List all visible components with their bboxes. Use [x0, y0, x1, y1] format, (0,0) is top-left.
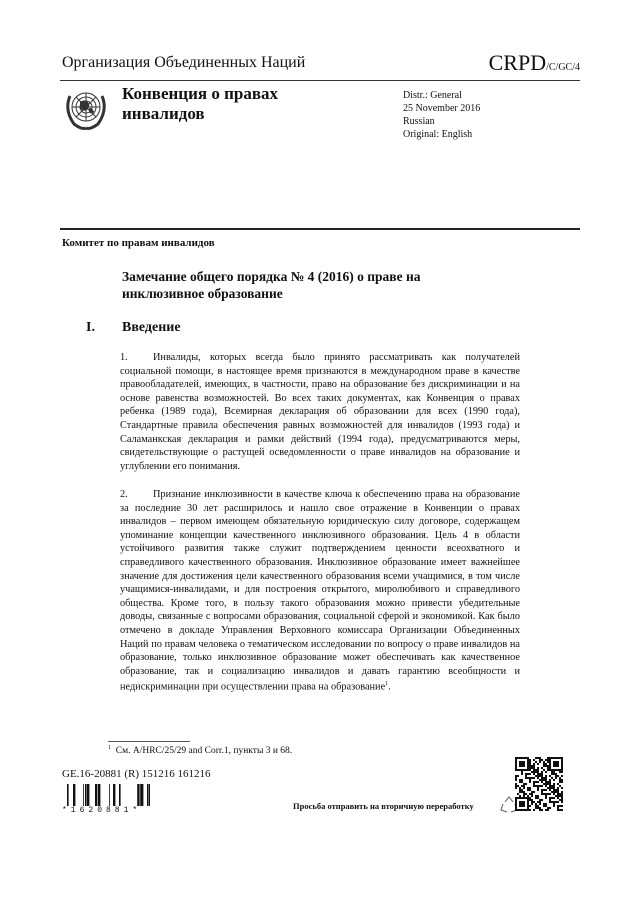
paragraph-number: 1.	[120, 352, 128, 363]
symbol-suffix: /C/GC/4	[546, 62, 580, 73]
qr-code-icon	[515, 757, 563, 811]
paragraph-text: Инвалиды, которых всегда было принято рассматривать как получателей социальной помощи, в настоящее время признаются в международном праве в качестве правообладателей, имеющих, в частности, право на образование без дискриминации и на основе равенства возможностей. Во всех таких документах, как Конвенция о правах ребенка (1989 года), Всемирная декларация об образовании для всех (1990 года), Стандартные правила обеспечения равных возможностей для инвалидов (1993 года) и Саламанкская декларация и рамки действий (1994 года), предусматриваются меры, свидетельствующие о растущей осведомленности о праве инвалидов на образование и углублении его понимания.	[120, 352, 520, 472]
paragraph-2: 2. Признание инклюзивности в качестве ключа к обеспечению права на образование за последние 30 лет расширилось и нашло свое отражение в Конвенции о правах инвалидов – первом имеющем обязательную юридическую силу договоре, содержащем упоминание концепции качественного инклюзивного образования. Цель 4 в области устойчивого развития также служит подтверждением ценности всеохватного и справедливого качественного образования. Инклюзивное образование имеет важнейшее значение для достижения цели качественного образования всеми учащимися, в том числе учащимися-инвалидами, и для построения открытого, миролюбивого и справедливого общества. Кроме того, в пользу такого образования можно привести убедительные доводы, связанные с вопросами образования, социальной сферой и экономикой. Как было отмечено в докладе Управления Верховного комиссара Организации Объединенных Наций по правам человека о тематическом исследовании по вопросу о праве инвалидов на образование, только инклюзивное образование может обеспечивать как качественное образование, так и социализацию инвалидов и давать гарантию всеобщности и недискриминации при осуществлении права на образование$^1$.	[120, 489, 520, 693]
paragraph-number: 2.	[120, 489, 128, 500]
footnote-number: 1	[108, 745, 111, 751]
document-symbol	[489, 50, 580, 76]
distribution-line: Distr.: General	[403, 90, 462, 101]
un-emblem-icon	[62, 84, 110, 132]
organization-name: Организация Объединенных Наций	[62, 54, 306, 71]
footnote	[108, 745, 292, 756]
header-rule	[60, 80, 580, 81]
recycle-notice: Просьба отправить на вторичную переработку	[293, 801, 474, 811]
original-language-line: Original: English	[403, 129, 473, 140]
paragraph-text: Признание инклюзивности в качестве ключа к обеспечению права на образование за последние 30 лет расширилось и нашло свое отражение в Конвенции о правах инвалидов – первом имеющем обязательную юридическую силу договоре, содержащем упоминание концепции качественного инклюзивного образования. Цель 4 в области устойчивого развития также служит подтверждением ценности всеохватного и справедливого качественного образования. Инклюзивное образование имеет важнейшее значение для достижения цели качественного образования всеми учащимися, в том числе учащимися-инвалидами, и для построения открытого, миролюбивого и справедливого общества. Кроме того, в пользу такого образования можно привести убедительные доводы, связанные с вопросами образования, социальной сферой и экономикой. Как было отмечено в докладе Управления Верховного комиссара Организации Объединенных Наций по правам человека о тематическом исследовании по вопросу о праве инвалидов на образование, только инклюзивное образование может обеспечивать как качественное образование, так и социализацию инвалидов и давать гарантию всеобщности и недискриминации при осуществлении права на образование	[120, 489, 520, 693]
footnote-text: См. A/HRC/25/29 and Corr.1, пункты 3 и 68.	[115, 746, 293, 757]
language-line: Russian	[403, 116, 435, 127]
barcode-icon	[62, 784, 150, 806]
job-number: GE.16-20881 (R) 151216 161216	[62, 768, 211, 780]
footnote-rule	[108, 741, 190, 742]
date-line: 25 November 2016	[403, 103, 481, 114]
header-bottom-rule	[60, 228, 580, 230]
paragraph-1	[120, 351, 520, 473]
distribution-info	[403, 89, 480, 141]
committee-name: Комитет по правам инвалидов	[62, 237, 215, 249]
barcode-text: *1620881*	[62, 806, 142, 815]
section-title: Введение	[122, 320, 181, 335]
document-title: Замечание общего порядка № 4 (2016) о праве на инклюзивное образование	[122, 269, 421, 301]
body-name: Конвенция о правах инвалидов	[122, 84, 279, 123]
symbol-main: CRPD	[488, 50, 547, 75]
section-number: I.	[86, 320, 95, 335]
footnote-reference[interactable]: 1	[385, 681, 389, 688]
